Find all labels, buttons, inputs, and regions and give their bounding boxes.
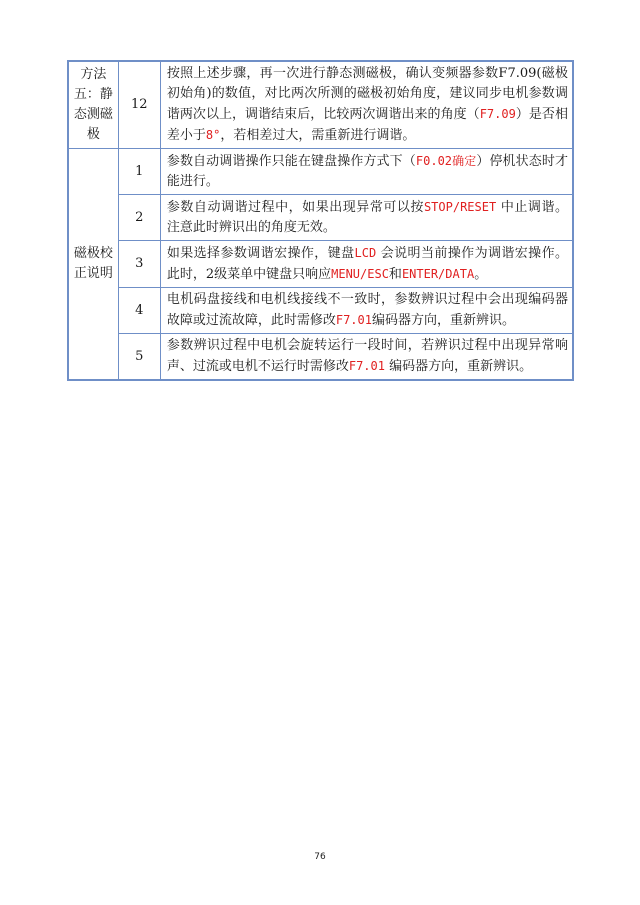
parameter-tuning-table	[67, 60, 574, 381]
param-f002: F0.02确定	[415, 154, 477, 168]
key-lcd: LCD	[354, 246, 377, 260]
row-text	[160, 195, 573, 241]
row-text	[160, 61, 573, 149]
row-number: 1	[118, 149, 160, 195]
row-number: 4	[118, 288, 160, 334]
key-enter-data: ENTER/DATA	[401, 267, 475, 281]
table-row-note-1	[68, 149, 573, 195]
text-segment: ）是否相差小于	[166, 107, 568, 143]
text-segment: 编码器方向，重新辨识。	[371, 313, 515, 328]
text-segment: 参数辨识过程中电机会旋转运行一段时间，若辨识过程中出现异常响声、过流或电机不运行时需修改	[166, 338, 568, 374]
text-segment: 。	[474, 267, 488, 282]
row-text	[160, 334, 573, 381]
text-segment: 中止调谐。注意此时辨识出的角度无效。	[166, 200, 568, 235]
page-number: 76	[314, 852, 326, 862]
text-segment: 参数自动调谐操作只能在键盘操作方式下（	[166, 154, 416, 169]
text-segment: 参数自动调谐过程中，如果出现异常可以按	[166, 200, 424, 215]
row-text	[160, 241, 573, 288]
param-f701: F7.01	[348, 359, 385, 373]
text-segment: 和	[388, 267, 402, 282]
row-number: 5	[118, 334, 160, 381]
table-row-note-5	[68, 334, 573, 381]
text-segment: 电机码盘接线和电机线接线不一致时，参数辨识过程中会出现编码器故障或过流故障，此时需修改	[166, 292, 568, 328]
text-segment: 会说明当前操作为调谐宏操作。此时，2级菜单中键盘只响应	[166, 246, 568, 282]
category-calibration: 磁极校正说明	[68, 149, 118, 381]
category-method5: 方法五：静态测磁极	[68, 61, 118, 149]
row-number: 3	[118, 241, 160, 288]
text-segment: 如果选择参数调谐宏操作，键盘	[166, 246, 355, 261]
row-text	[160, 149, 573, 195]
text-segment: 编码器方向，重新辨识。	[384, 359, 533, 374]
text-segment: ）停机状态时才能进行。	[166, 154, 568, 189]
text-segment: ，若相差过大，需重新进行调谐。	[220, 128, 416, 143]
row-number: 2	[118, 195, 160, 241]
table-row-note-2	[68, 195, 573, 241]
table-row-method5	[68, 61, 573, 149]
row-text	[160, 288, 573, 334]
table-row-note-3	[68, 241, 573, 288]
param-f709: F7.09	[479, 107, 516, 121]
key-menu-esc: MENU/ESC	[331, 267, 389, 281]
key-stop-reset: STOP/RESET	[423, 200, 497, 214]
angle-threshold: 8°	[205, 128, 221, 142]
row-number: 12	[118, 61, 160, 149]
text-segment: 按照上述步骤，再一次进行静态测磁极，确认变频器参数F7.09(磁极初始角)的数值，对比两次所测的磁极初始角度，建议同步电机参数调谐两次以上，调谐结束后，比较两次调谐出来的角度（	[166, 66, 568, 122]
table-row-note-4	[68, 288, 573, 334]
param-f701: F7.01	[335, 313, 372, 327]
